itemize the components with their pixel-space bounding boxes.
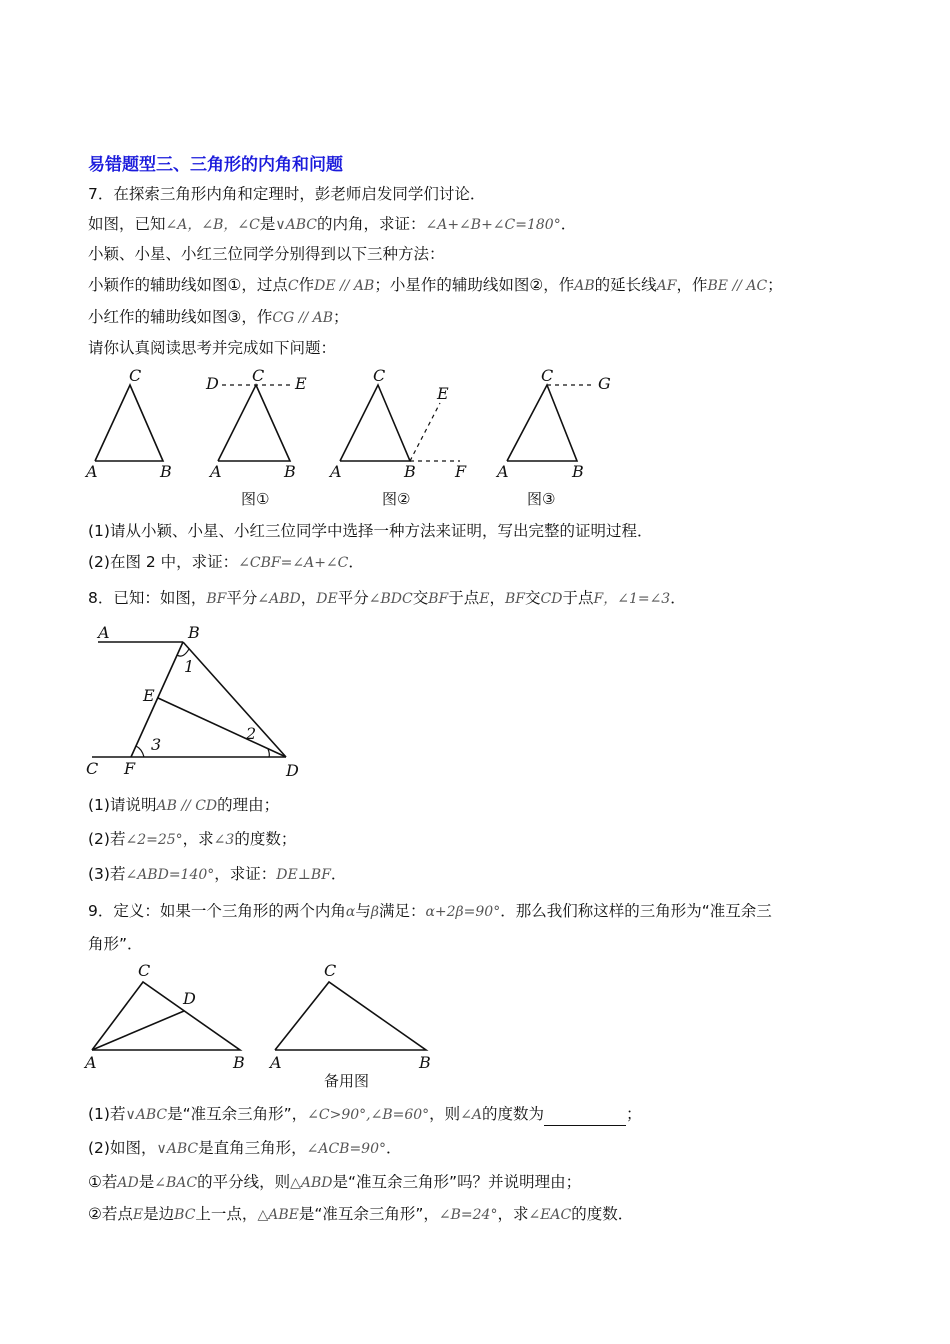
angle-label-3: 3 xyxy=(151,735,162,754)
fig-label: B xyxy=(419,1053,431,1072)
fig-label: D xyxy=(286,761,299,780)
fig-label: A xyxy=(85,1053,97,1072)
fig-label: A xyxy=(270,1053,282,1072)
fig-label: A xyxy=(497,462,509,481)
q8-line1: 8．已知：如图，BF平分∠ABD，DE平分∠BDC交BF于点E，BF交CD于点F，∠1=∠3． xyxy=(88,589,686,607)
q7-figure-1 xyxy=(218,385,292,461)
fig-label: F xyxy=(124,759,136,778)
fig-label: E xyxy=(437,384,449,403)
fig-label: D xyxy=(206,374,219,393)
fig-label: B xyxy=(233,1053,245,1072)
q9-part2: (2)如图，∨ABC是直角三角形，∠ACB=90°． xyxy=(88,1139,402,1157)
fig-label: E xyxy=(295,374,307,393)
fig-label: C xyxy=(252,366,265,385)
fig-label: B xyxy=(572,462,584,481)
fig-label: G xyxy=(598,374,611,393)
q7-part1: (1)请从小颖、小星、小红三位同学中选择一种方法来证明，写出完整的证明过程． xyxy=(88,522,653,540)
fig-label: B xyxy=(404,462,416,481)
fig-label: C xyxy=(86,759,99,778)
fig-label: E xyxy=(143,686,155,705)
q9-subpart1: ①若AD是∠BAC的平分线，则△ABD是“准互余三角形”吗？并说明理由； xyxy=(88,1173,582,1191)
fig-label: F xyxy=(455,462,467,481)
angle-label-2: 2 xyxy=(246,724,257,743)
fig-label: A xyxy=(86,462,98,481)
q7-figure-3 xyxy=(507,385,595,461)
q9-part1: (1)若∨ABC是“准互余三角形”，∠C>90°,∠B=60°，则∠A的度数为 ； xyxy=(88,1103,642,1126)
fig-label: C xyxy=(541,366,554,385)
q9-line2: 角形”． xyxy=(88,935,143,953)
q7-figure-plain xyxy=(95,385,163,461)
angle-label-1: 1 xyxy=(184,657,195,676)
caption-figure-2: 图② xyxy=(382,490,411,508)
fig-label: D xyxy=(183,989,196,1008)
fig-label: B xyxy=(188,623,200,642)
q7-figures xyxy=(0,365,950,515)
fig-label: A xyxy=(330,462,342,481)
answer-blank[interactable] xyxy=(544,1109,626,1126)
q8-part3: (3)若∠ABD=140°，求证：DE⊥BF． xyxy=(88,865,347,883)
q8-figure xyxy=(0,618,950,788)
fig-label: B xyxy=(160,462,172,481)
fig-label: C xyxy=(324,961,337,980)
fig-label: C xyxy=(373,366,386,385)
q7-line5: 小红作的辅助线如图③，作CG // AB； xyxy=(88,308,349,326)
fig-label: C xyxy=(129,366,142,385)
q7-line6: 请你认真阅读思考并完成如下问题： xyxy=(88,339,337,357)
q7-part2: (2)在图 2 中，求证：∠CBF=∠A+∠C． xyxy=(88,553,364,571)
q7-line2: 如图，已知∠A，∠B，∠C是∨ABC的内角，求证：∠A+∠B+∠C=180°． xyxy=(88,215,577,233)
section-heading: 易错题型三、三角形的内角和问题 xyxy=(88,155,343,175)
fig-label: A xyxy=(210,462,222,481)
q7-line1: 7．在探索三角形内角和定理时，彭老师启发同学们讨论． xyxy=(88,185,486,203)
q9-subpart2: ②若点E是边BC上一点，△ABE是“准互余三角形”，∠B=24°，求∠EAC的度数． xyxy=(88,1205,634,1223)
q9-figures xyxy=(0,958,950,1088)
caption-figure-1: 图① xyxy=(241,490,270,508)
caption-figure-3: 图③ xyxy=(527,490,556,508)
caption-spare-figure: 备用图 xyxy=(324,1072,370,1090)
q8-part1: (1)请说明AB // CD的理由； xyxy=(88,796,280,814)
fig-label: A xyxy=(98,623,110,642)
q8-part2: (2)若∠2=25°，求∠3的度数； xyxy=(88,830,297,848)
fig-label: C xyxy=(138,961,151,980)
q9-line1: 9．定义：如果一个三角形的两个内角α与β满足：α+2β=90°．那么我们称这样的三角形为“准互余三 xyxy=(88,902,772,920)
fig-label: B xyxy=(284,462,296,481)
q7-line4: 小颖作的辅助线如图①，过点C作DE // AB；小星作的辅助线如图②，作AB的延长线AF，作BE // AC； xyxy=(88,276,783,294)
q7-line3: 小颖、小星、小红三位同学分别得到以下三种方法： xyxy=(88,245,445,263)
